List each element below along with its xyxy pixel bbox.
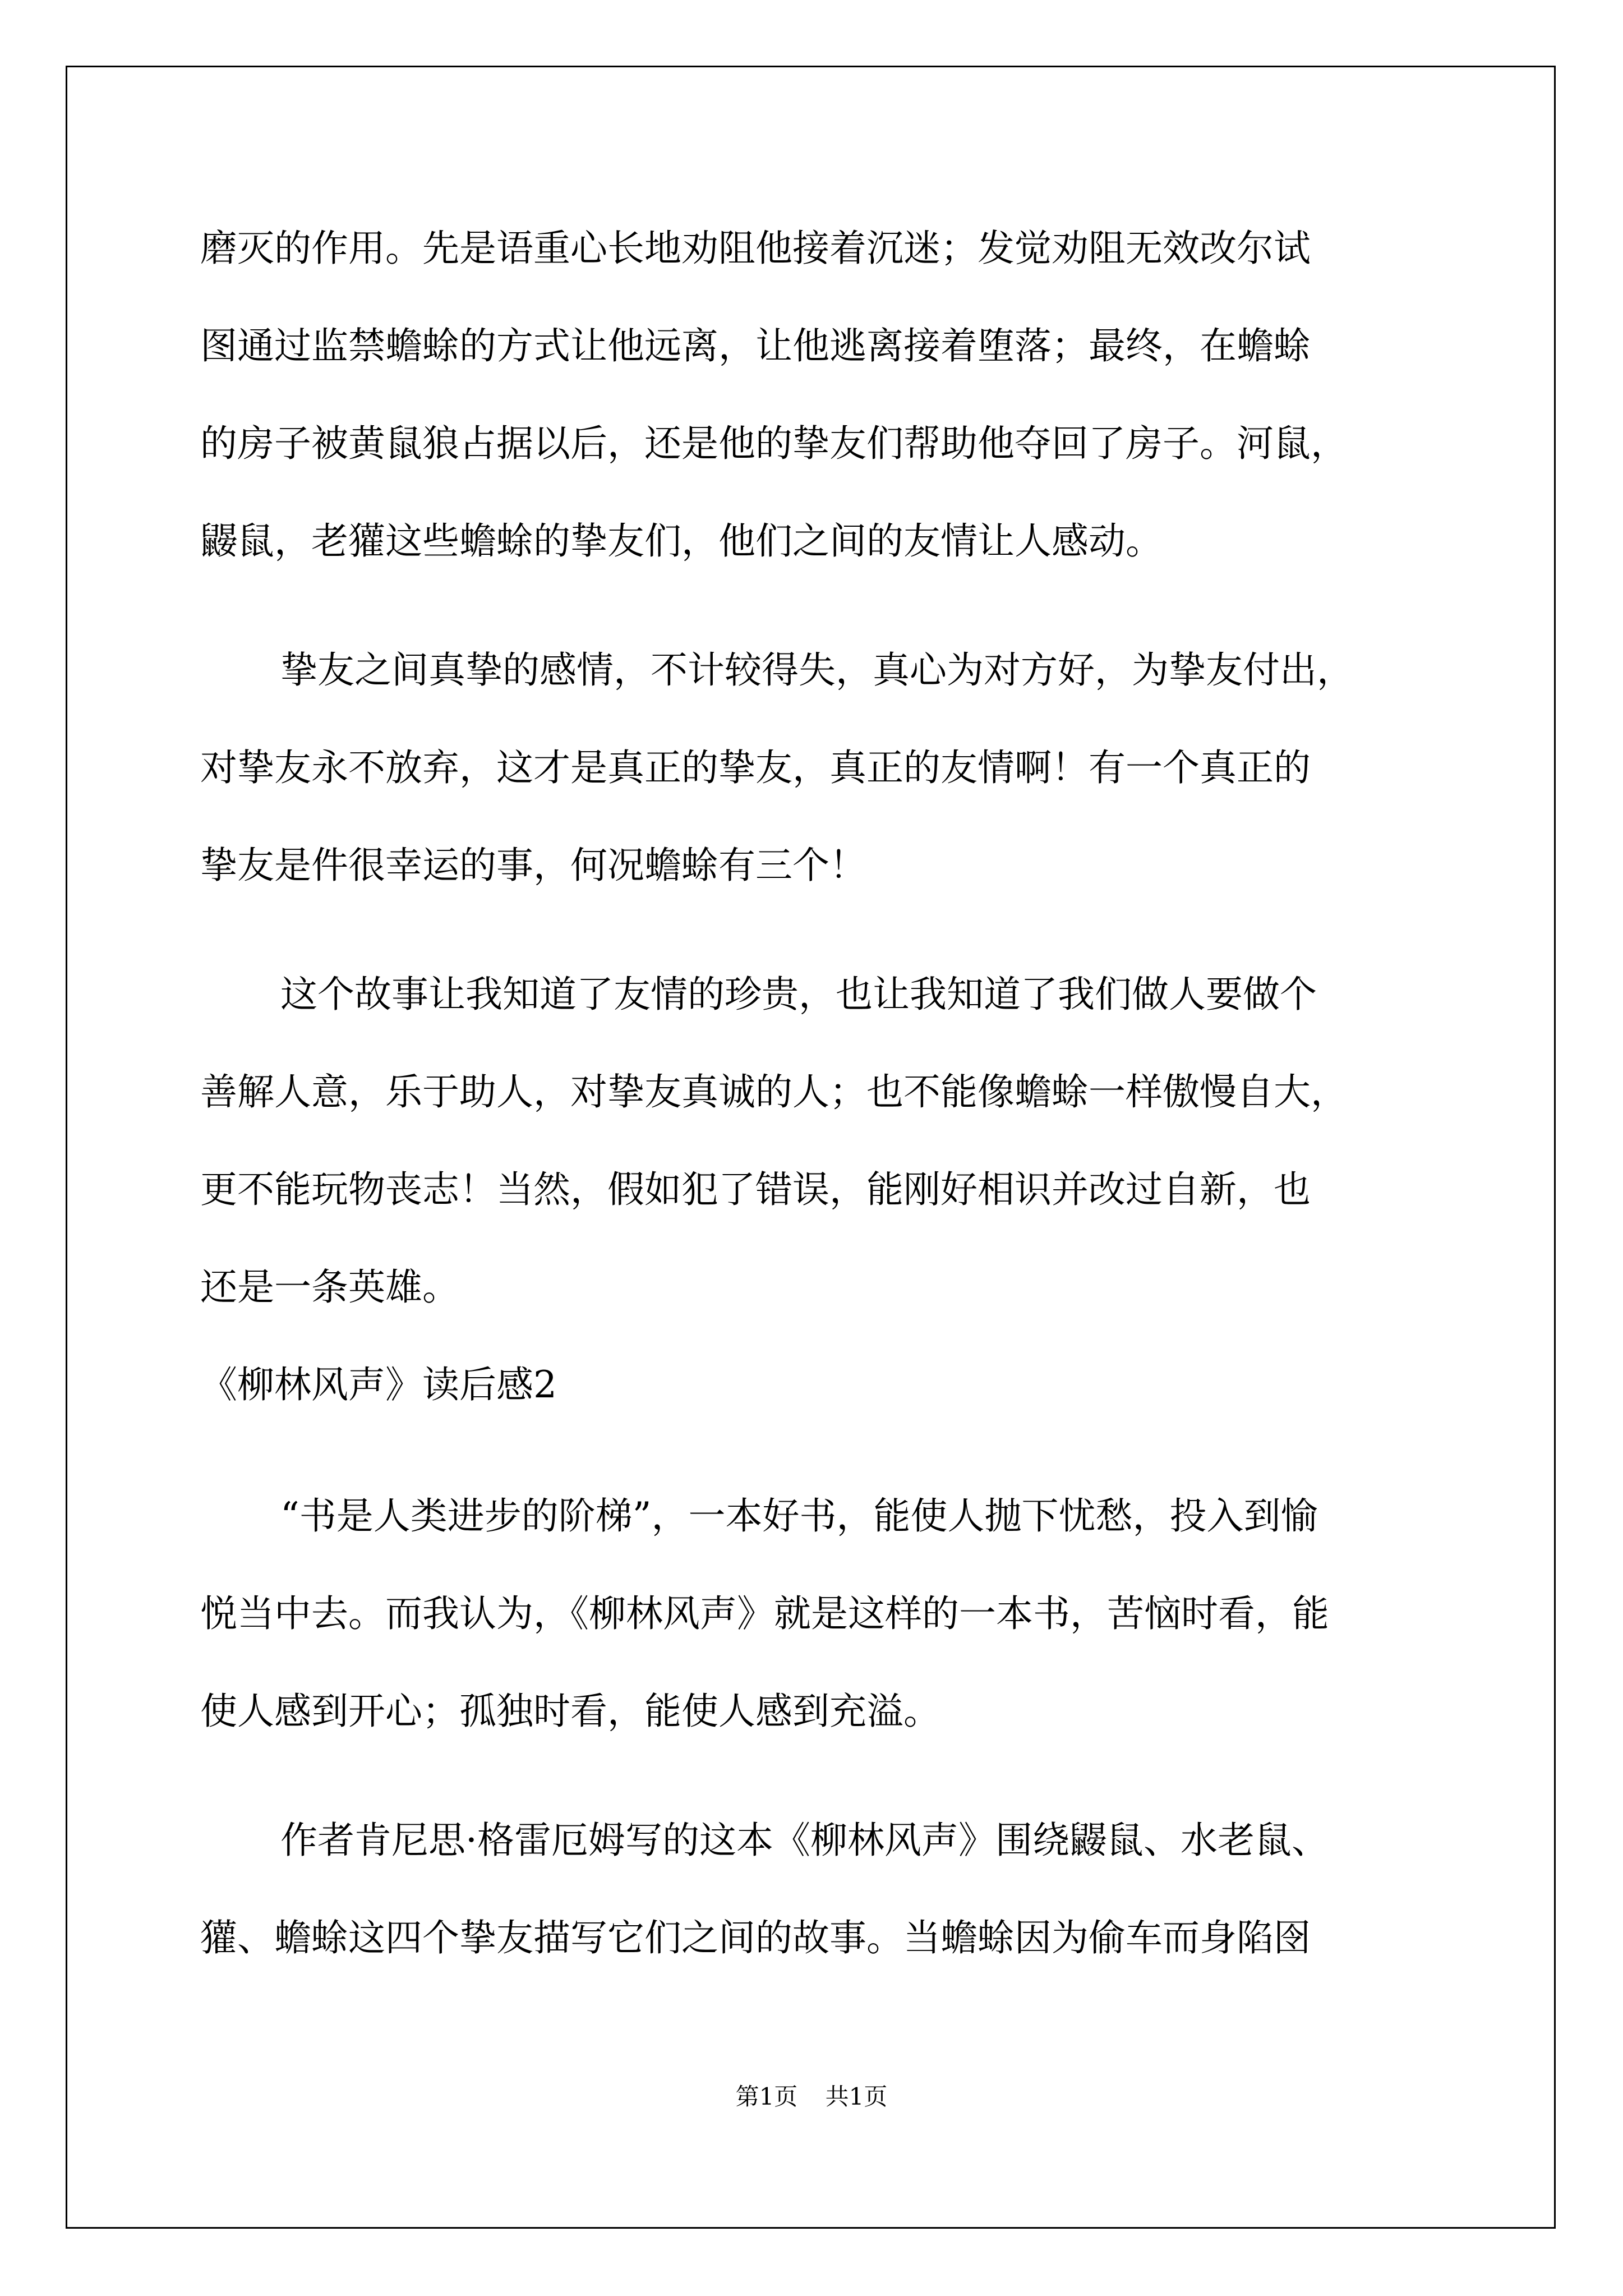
- section-title: 《柳林风声》读后感2: [200, 1363, 557, 1406]
- page-frame: [66, 66, 1556, 2229]
- paragraph-4-line-3: 使人感到开心；孤独时看，能使人感到充溢。: [200, 1690, 940, 1733]
- paragraph-1-line-4: 鼹鼠，老獾这些蟾蜍的挚友们，他们之间的友情让人感动。: [200, 519, 1163, 563]
- page-footer: [0, 2085, 1623, 2109]
- paragraph-3-line-4: 还是一条英雄。: [200, 1266, 459, 1309]
- page-number-total: 共1页: [825, 2083, 888, 2110]
- paragraph-3-line-1: 这个故事让我知道了友情的珍贵，也让我知道了我们做人要做个: [280, 973, 1317, 1016]
- paragraph-2-line-2: 对挚友永不放弃，这才是真正的挚友，真正的友情啊！有一个真正的: [200, 746, 1311, 789]
- paragraph-3-line-2: 善解人意，乐于助人，对挚友真诚的人；也不能像蟾蜍一样傲慢自大，: [200, 1070, 1348, 1114]
- paragraph-1-line-1: 磨灭的作用。先是语重心长地劝阻他接着沉迷；发觉劝阻无效改尔试: [200, 227, 1311, 270]
- paragraph-2-line-1: 挚友之间真挚的感情，不计较得失，真心为对方好，为挚友付出，: [280, 648, 1354, 692]
- paragraph-1-line-3: 的房子被黄鼠狼占据以后，还是他的挚友们帮助他夺回了房子。河鼠，: [200, 422, 1348, 465]
- paragraph-4-line-1: “书是人类进步的阶梯”，一本好书，能使人抛下忧愁，投入到愉: [280, 1494, 1318, 1538]
- paragraph-4-line-2: 悦当中去。而我认为，《柳林风声》就是这样的一本书，苦恼时看，能: [200, 1592, 1329, 1635]
- paragraph-2-line-3: 挚友是件很幸运的事，何况蟾蜍有三个！: [200, 844, 866, 887]
- paragraph-5-line-2: 獾、蟾蜍这四个挚友描写它们之间的故事。当蟾蜍因为偷车而身陷囹: [200, 1916, 1311, 1959]
- paragraph-1-line-2: 图通过监禁蟾蜍的方式让他远离，让他逃离接着堕落；最终，在蟾蜍: [200, 324, 1311, 367]
- paragraph-5-line-1: 作者肯尼思·格雷厄姆写的这本《柳林风声》围绕鼹鼠、水老鼠、: [280, 1819, 1329, 1862]
- page-number-current: 第1页: [735, 2083, 798, 2110]
- paragraph-3-line-3: 更不能玩物丧志！当然，假如犯了错误，能刚好相识并改过自新，也: [200, 1168, 1311, 1211]
